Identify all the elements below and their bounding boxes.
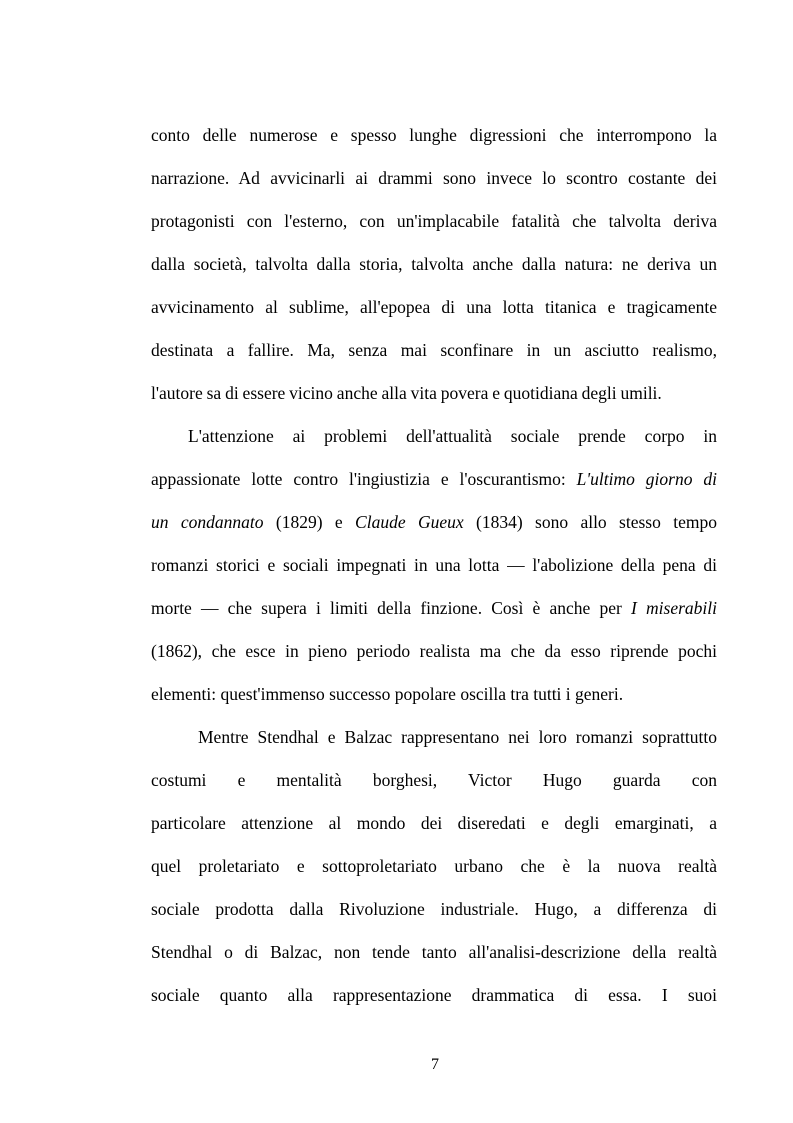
text-line: narrazione. Ad avvicinarli ai drammi sono invece lo scontro costante dei [151, 168, 717, 188]
text-line: romanzi storici e sociali impegnati in una lotta — l'abolizione della pena di [151, 555, 717, 575]
paragraph-2 [151, 415, 717, 716]
text-run: morte — che supera i limiti della finzione. Così è anche per [151, 598, 631, 618]
text-line: avvicinamento al sublime, all'epopea di una lotta titanica e tragicamente [151, 297, 717, 317]
text-line: protagonisti con l'esterno, con un'implacabile fatalità che talvolta deriva [151, 211, 717, 231]
book-title: Claude Gueux [355, 512, 464, 532]
book-title: un condannato [151, 512, 264, 532]
text-line [151, 501, 717, 544]
text-line: dalla società, talvolta dalla storia, talvolta anche dalla natura: ne deriva un [151, 254, 717, 274]
text-line: sociale prodotta dalla Rivoluzione industriale. Hugo, a differenza di [151, 899, 717, 919]
text-line: Mentre Stendhal e Balzac rappresentano nei loro romanzi soprattutto [198, 727, 717, 747]
paragraph-1 [151, 114, 717, 415]
book-title: I miserabili [631, 598, 717, 618]
text-line [151, 587, 717, 630]
text-run: (1829) e [263, 512, 356, 532]
text-line: sociale quanto alla rappresentazione drammatica di essa. I suoi [151, 985, 717, 1005]
text-line: Stendhal o di Balzac, non tende tanto all'analisi-descrizione della realtà [151, 942, 717, 962]
text-line: particolare attenzione al mondo dei diseredati e degli emarginati, a [151, 813, 717, 833]
text-line: elementi: quest'immenso successo popolare oscilla tra tutti i generi. [151, 684, 624, 704]
paragraph-3 [151, 716, 717, 1017]
page-number: 7 [431, 1056, 439, 1073]
book-title: L'ultimo giorno di [576, 469, 717, 489]
document-body [151, 114, 717, 1017]
text-line [151, 458, 717, 501]
text-line: conto delle numerose e spesso lunghe digressioni che interrompono la [151, 125, 717, 145]
text-line: destinata a fallire. Ma, senza mai sconfinare in un asciutto realismo, [151, 340, 717, 360]
text-line: l'autore sa di essere vicino anche alla vita povera e quotidiana degli umili. [151, 383, 662, 403]
text-line: quel proletariato e sottoproletariato urbano che è la nuova realtà [151, 856, 717, 876]
text-line: costumi e mentalità borghesi, Victor Hugo guarda con [151, 770, 717, 790]
text-run: appassionate lotte contro l'ingiustizia e l'oscurantismo: [151, 469, 577, 489]
text-run: (1834) sono allo stesso tempo [463, 512, 717, 532]
text-line: L'attenzione ai problemi dell'attualità sociale prende corpo in [188, 426, 717, 446]
text-line: (1862), che esce in pieno periodo realista ma che da esso riprende pochi [151, 641, 717, 661]
